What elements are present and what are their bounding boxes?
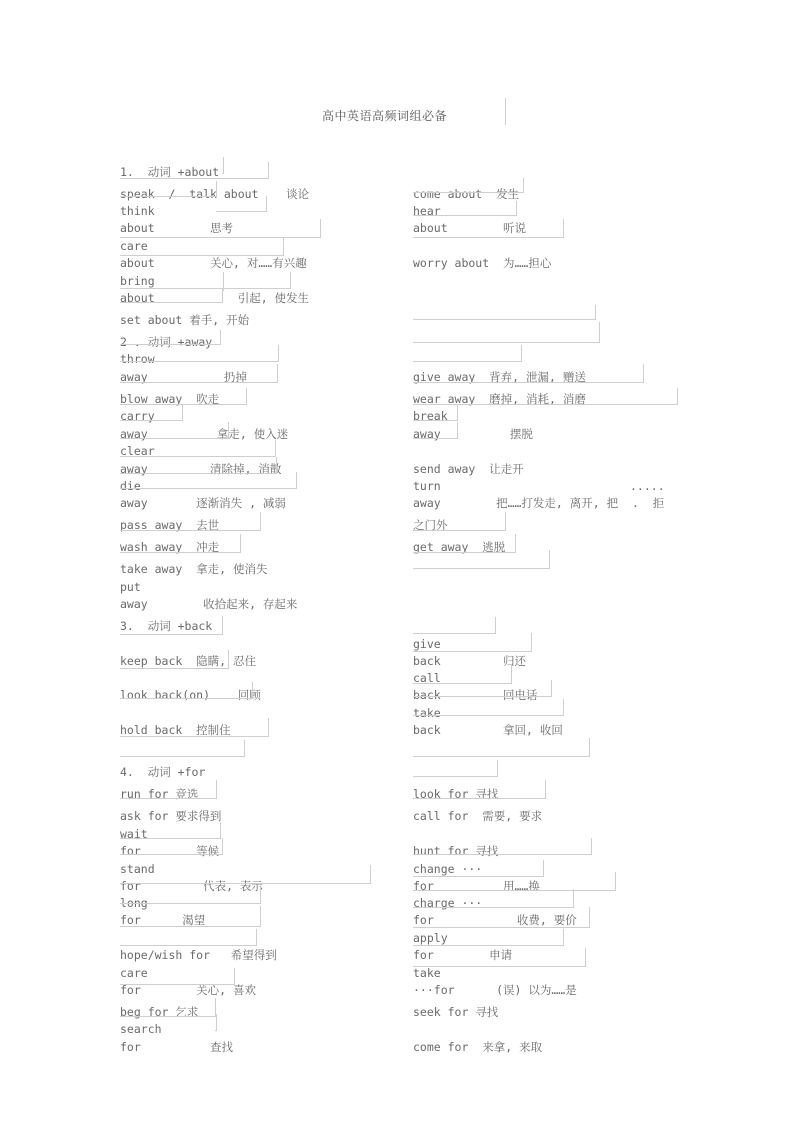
- vocab-line: back 回电话: [413, 688, 538, 702]
- vocab-line: away 清除掉, 消散: [120, 462, 282, 476]
- vocab-line: set about 着手, 开始: [120, 313, 250, 327]
- vocab-line: away 把……打发走, 离开, 把 . 拒: [413, 496, 665, 510]
- vocab-line: away 扔掉: [120, 370, 247, 384]
- vocab-line: wait: [120, 827, 148, 841]
- vocab-line: for 收费, 要价: [413, 913, 577, 927]
- scan-box: [413, 738, 590, 757]
- vocab-line: away 拿走, 使入迷: [120, 427, 289, 441]
- vocab-line: for 申请: [413, 948, 513, 962]
- scan-box: [413, 322, 600, 343]
- vocab-line: 3. 动词 +back: [120, 619, 213, 633]
- scan-box: [120, 929, 257, 946]
- scan-box: [413, 617, 496, 634]
- vocab-line: seek for 寻找: [413, 1005, 499, 1019]
- vocab-line: take: [413, 966, 441, 980]
- vocab-line: about 思考: [120, 221, 234, 235]
- vocab-line: keep back 隐瞒, 忍住: [120, 654, 257, 668]
- scan-box: [413, 305, 596, 320]
- vocab-line: send away 让走开: [413, 462, 524, 476]
- vocab-line: ask for 要求得到: [120, 809, 222, 823]
- vocab-line: 2 . 动词 +away: [120, 335, 213, 349]
- vocab-line: break: [413, 409, 448, 423]
- vocab-line: change ···: [413, 862, 483, 876]
- vocab-line: about 引起, 使发生: [120, 291, 310, 305]
- vocab-line: get away 逃脱: [413, 540, 506, 554]
- vocab-line: call for 需要, 要求: [413, 809, 543, 823]
- vocab-line: pass away 去世: [120, 518, 220, 532]
- vocab-line: for 渴望: [120, 913, 206, 927]
- vocab-line: charge ···: [413, 896, 483, 910]
- vocab-line: hear: [413, 204, 441, 218]
- vocab-line: search: [120, 1022, 162, 1036]
- vocab-line: take away 拿走, 使消失: [120, 562, 268, 576]
- vocab-line: die: [120, 479, 141, 493]
- vocab-line: look for 寻找: [413, 787, 499, 801]
- vocab-line: turn: [413, 479, 441, 493]
- vocab-line: for 代表, 表示: [120, 879, 263, 893]
- scan-box: [222, 272, 224, 291]
- vocab-line: long: [120, 896, 148, 910]
- scan-box: [413, 760, 498, 777]
- vocab-line: wash away 冲走: [120, 540, 220, 554]
- vocab-line: back 归还: [413, 654, 527, 668]
- divider: [505, 98, 506, 125]
- vocab-line: for 关心, 喜欢: [120, 983, 257, 997]
- scan-box: [413, 345, 522, 362]
- vocab-line: give away 背弃, 泄漏, 赠送: [413, 370, 586, 384]
- vocab-line: .....: [630, 479, 665, 493]
- vocab-line: for 等候: [120, 844, 220, 858]
- vocab-line: apply: [413, 931, 448, 945]
- vocab-line: give: [413, 637, 441, 651]
- vocab-line: come for 来拿, 来取: [413, 1040, 543, 1054]
- vocab-line: hope/wish for 希望得到: [120, 948, 277, 962]
- vocab-line: back 拿回, 收回: [413, 723, 563, 737]
- vocab-line: away 摆脱: [413, 427, 533, 441]
- vocab-line: 4. 动词 +for: [120, 765, 206, 779]
- vocab-line: come about 发生: [413, 187, 520, 201]
- vocab-line: care: [120, 239, 148, 253]
- vocab-line: stand: [120, 862, 155, 876]
- vocab-line: 之门外: [413, 518, 448, 532]
- vocab-line: for 查找: [120, 1040, 234, 1054]
- vocab-line: worry about 为……担心: [413, 256, 552, 270]
- vocab-line: away 逐渐消失 , 减弱: [120, 496, 286, 510]
- vocab-line: hunt for 寻找: [413, 844, 499, 858]
- vocab-line: look back(on) 回顾: [120, 688, 261, 702]
- vocab-line: bring: [120, 274, 155, 288]
- vocab-line: blow away 吹走: [120, 392, 220, 406]
- scan-box: [120, 740, 245, 757]
- vocab-line: away 收拾起来, 存起来: [120, 597, 298, 611]
- vocab-line: for 用……换: [413, 879, 540, 893]
- vocab-line: ···for (误) 以为……是: [413, 983, 577, 997]
- vocab-line: beg for 乞求: [120, 1005, 199, 1019]
- vocab-line: carry: [120, 409, 155, 423]
- scan-box: [215, 1014, 217, 1031]
- vocab-line: clear: [120, 444, 155, 458]
- vocab-line: about 听说: [413, 221, 527, 235]
- page-title: 高中英语高频词组必备: [322, 109, 448, 123]
- vocab-line: call: [413, 671, 441, 685]
- scan-box: [222, 157, 224, 174]
- vocab-line: think: [120, 204, 155, 218]
- vocab-line: speak / talk about 谈论: [120, 187, 310, 201]
- vocab-line: 1. 动词 +about: [120, 165, 220, 179]
- vocab-line: take: [413, 706, 441, 720]
- vocab-line: about 关心, 对……有兴趣: [120, 256, 307, 270]
- vocab-line: hold back 控制住: [120, 723, 231, 737]
- vocab-line: put: [120, 580, 141, 594]
- vocab-line: care: [120, 966, 148, 980]
- vocab-line: throw: [120, 352, 155, 366]
- vocab-line: run for 竞选: [120, 787, 199, 801]
- vocab-line: wear away 磨掉, 消耗, 消磨: [413, 392, 586, 406]
